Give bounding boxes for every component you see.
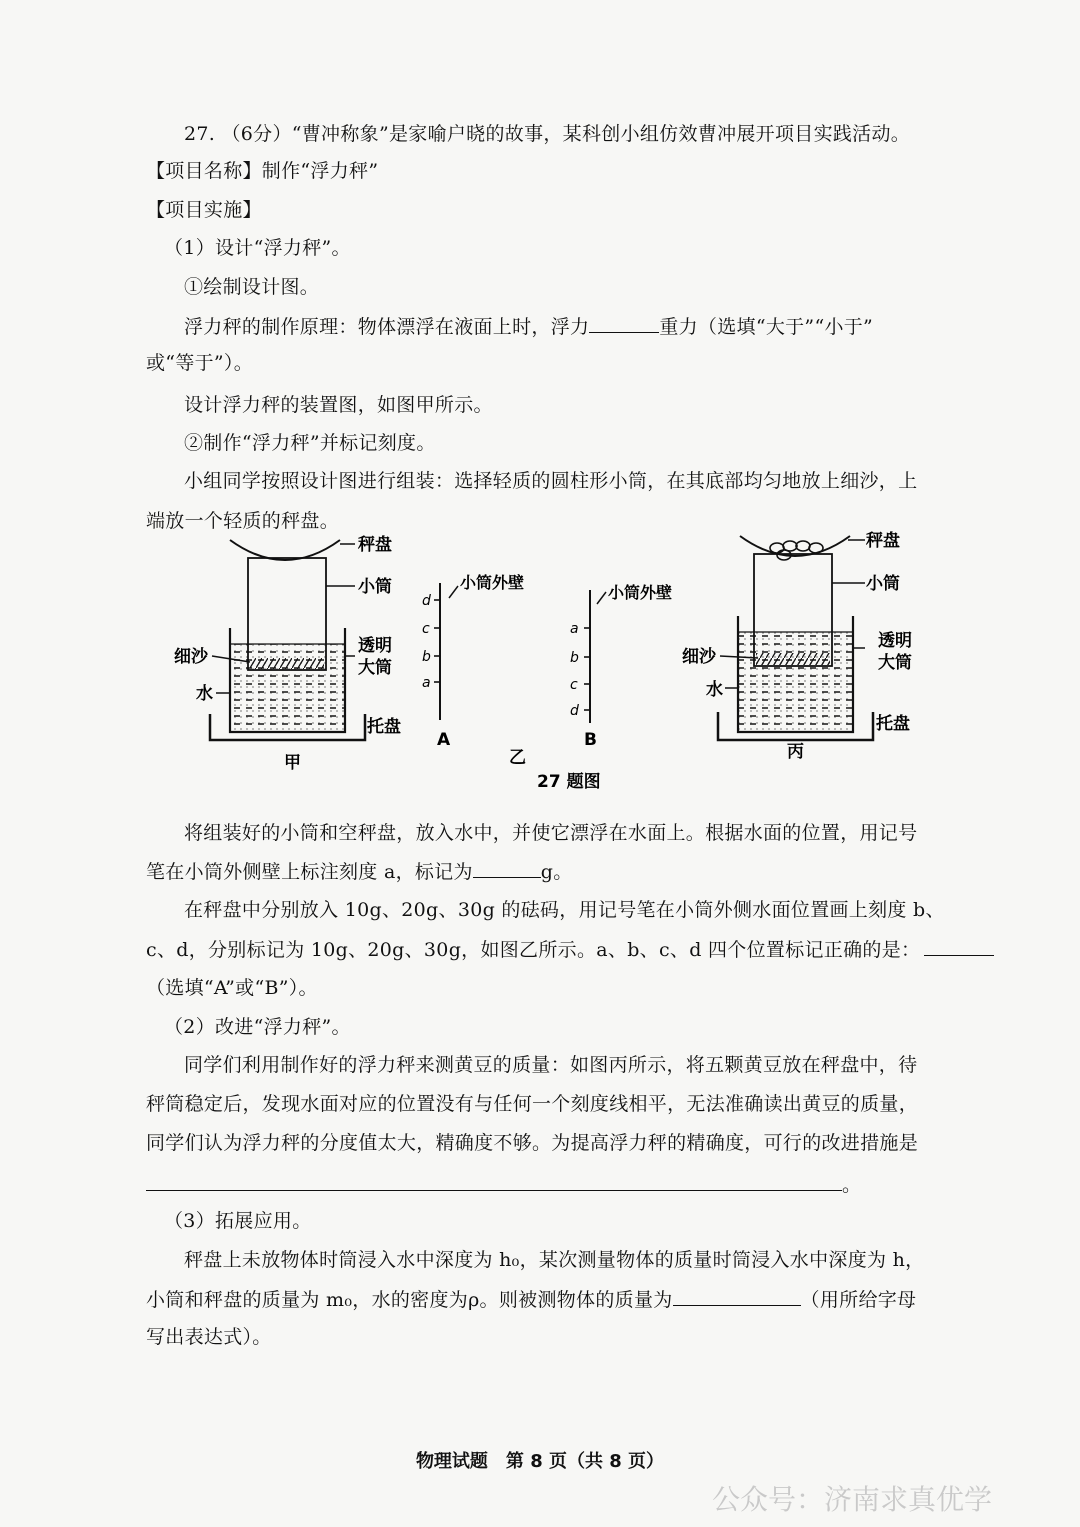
para-d-line-2 bbox=[146, 1287, 916, 1312]
para-c-line-1: 同学们利用制作好的浮力秤来测黄豆的质量：如图丙所示，将五颗黄豆放在秤盘中，待 bbox=[184, 1054, 918, 1076]
option-B: B bbox=[584, 730, 597, 750]
para-c-line-2: 秤筒稳定后，发现水面对应的位置没有与任何一个刻度线相平，无法准确读出黄豆的质量， bbox=[146, 1093, 919, 1115]
part3-title: （3）拓展应用。 bbox=[164, 1210, 312, 1232]
answer-blank-1[interactable] bbox=[589, 314, 659, 333]
mark-B-1: a bbox=[570, 621, 579, 637]
para-c-line-3: 同学们认为浮力秤的分度值太大，精确度不够。为提高浮力秤的精确度，可行的改进措施是 bbox=[146, 1132, 919, 1154]
mark-B-2: b bbox=[570, 650, 579, 666]
para-b-line-1: 在秤盘中分别放入 10g、20g、30g 的砝码，用记号笔在小筒外侧水面位置画上刻度 b、 bbox=[184, 899, 945, 921]
principle-text-a: 浮力秤的制作原理：物体漂浮在液面上时，浮力 bbox=[184, 316, 590, 338]
mark-A-2: c bbox=[422, 621, 430, 637]
label-water-jia: 水 bbox=[196, 684, 213, 704]
para-b-text: c、d，分别标记为 10g、20g、30g，如图乙所示。a、b、c、d 四个位置标记正确的是： bbox=[146, 939, 921, 961]
mark-A-4: a bbox=[422, 675, 431, 691]
figure-name-jia: 甲 bbox=[284, 753, 301, 773]
label-tube-bing: 小筒 bbox=[866, 574, 900, 594]
label-sand-bing: 细沙 bbox=[682, 647, 716, 667]
label-water-bing: 水 bbox=[706, 680, 723, 700]
figure-name-bing: 丙 bbox=[787, 742, 804, 762]
mark-A-1: d bbox=[422, 593, 431, 609]
wall-label-B: 小筒外壁 bbox=[608, 583, 673, 602]
figure-yi bbox=[422, 573, 672, 792]
figure-caption: 27 题图 bbox=[537, 772, 601, 792]
mark-B-3: c bbox=[570, 677, 578, 693]
principle-line bbox=[184, 314, 873, 339]
answer-blank-2[interactable] bbox=[473, 859, 541, 878]
label-tray-jia: 托盘 bbox=[367, 717, 401, 737]
beans-bing bbox=[770, 541, 823, 560]
pan-bing bbox=[740, 536, 850, 556]
label-pan-jia: 秤盘 bbox=[358, 535, 392, 555]
label-cylinder-jia-2: 大筒 bbox=[358, 658, 392, 678]
label-cylinder-bing-1: 透明 bbox=[878, 631, 912, 651]
label-cylinder-bing-2: 大筒 bbox=[878, 653, 912, 673]
project-impl: 【项目实施】 bbox=[146, 199, 262, 221]
principle-cont: 或“等于”）。 bbox=[146, 352, 254, 374]
label-sand-jia: 细沙 bbox=[174, 647, 208, 667]
principle-text-b: 重力（选填“大于”“小于” bbox=[659, 316, 874, 338]
para-b-line-2 bbox=[146, 937, 994, 962]
para-a-text: 笔在小筒外侧壁上标注刻度 a，标记为 bbox=[146, 861, 473, 883]
mark-B-4: d bbox=[570, 703, 579, 719]
water-dots-bing bbox=[738, 632, 853, 732]
para-d-text: 小筒和秤盘的质量为 m₀，水的密度为ρ。则被测物体的质量为 bbox=[146, 1289, 673, 1311]
wall-label-A: 小筒外壁 bbox=[460, 573, 525, 592]
figure-name-yi: 乙 bbox=[509, 748, 526, 768]
figure-jia bbox=[174, 534, 401, 773]
mark-A-3: b bbox=[422, 649, 431, 665]
part1-title: （1）设计“浮力秤”。 bbox=[164, 237, 351, 259]
assemble-line-2: 端放一个轻质的秤盘。 bbox=[146, 510, 340, 532]
para-d-line-1: 秤盘上未放物体时筒浸入水中深度为 h₀，某次测量物体的质量时筒浸入水中深度为 h， bbox=[184, 1249, 925, 1271]
para-a-line-2 bbox=[146, 859, 573, 884]
figure-bing bbox=[682, 530, 912, 762]
figure-27 bbox=[160, 528, 940, 798]
part2-title: （2）改进“浮力秤”。 bbox=[164, 1016, 351, 1038]
option-A: A bbox=[437, 730, 451, 750]
para-c-end: 。 bbox=[842, 1174, 862, 1196]
para-c-line-4 bbox=[146, 1172, 861, 1197]
design-line: 设计浮力秤的装置图，如图甲所示。 bbox=[184, 394, 493, 416]
answer-blank-3[interactable] bbox=[924, 937, 994, 956]
step2: ②制作“浮力秤”并标记刻度。 bbox=[184, 432, 436, 454]
label-pan-bing: 秤盘 bbox=[866, 531, 900, 551]
para-d-hint: （用所给字母 bbox=[800, 1289, 917, 1311]
answer-blank-4[interactable] bbox=[146, 1172, 842, 1191]
page-footer: 物理试题 第 8 页（共 8 页） bbox=[415, 1451, 665, 1472]
para-a-unit: g。 bbox=[540, 861, 573, 883]
answer-blank-5[interactable] bbox=[673, 1287, 801, 1306]
para-a-line-1: 将组装好的小筒和空秤盘，放入水中，并使它漂浮在水面上。根据水面的位置，用记号 bbox=[184, 822, 918, 844]
step1: ①绘制设计图。 bbox=[184, 276, 320, 298]
assemble-line-1: 小组同学按照设计图进行组装：选择轻质的圆柱形小筒，在其底部均匀地放上细沙，上 bbox=[184, 470, 918, 492]
para-d-line-3: 写出表达式）。 bbox=[146, 1326, 272, 1348]
sand-bing bbox=[756, 653, 830, 665]
label-cylinder-jia-1: 透明 bbox=[358, 636, 392, 656]
watermark: 公众号：济南求真优学 bbox=[712, 1483, 993, 1516]
para-b-line-3: （选填“A”或“B”）。 bbox=[146, 977, 318, 999]
label-tray-bing: 托盘 bbox=[876, 714, 910, 734]
project-name: 【项目名称】制作“浮力秤” bbox=[146, 160, 379, 182]
sand-jia bbox=[250, 658, 324, 669]
question-header: 27. （6分）“曹冲称象”是家喻户晓的故事，某科创小组仿效曹冲展开项目实践活动。 bbox=[184, 123, 911, 145]
label-tube-jia: 小筒 bbox=[358, 577, 392, 597]
pan-jia bbox=[230, 540, 340, 560]
